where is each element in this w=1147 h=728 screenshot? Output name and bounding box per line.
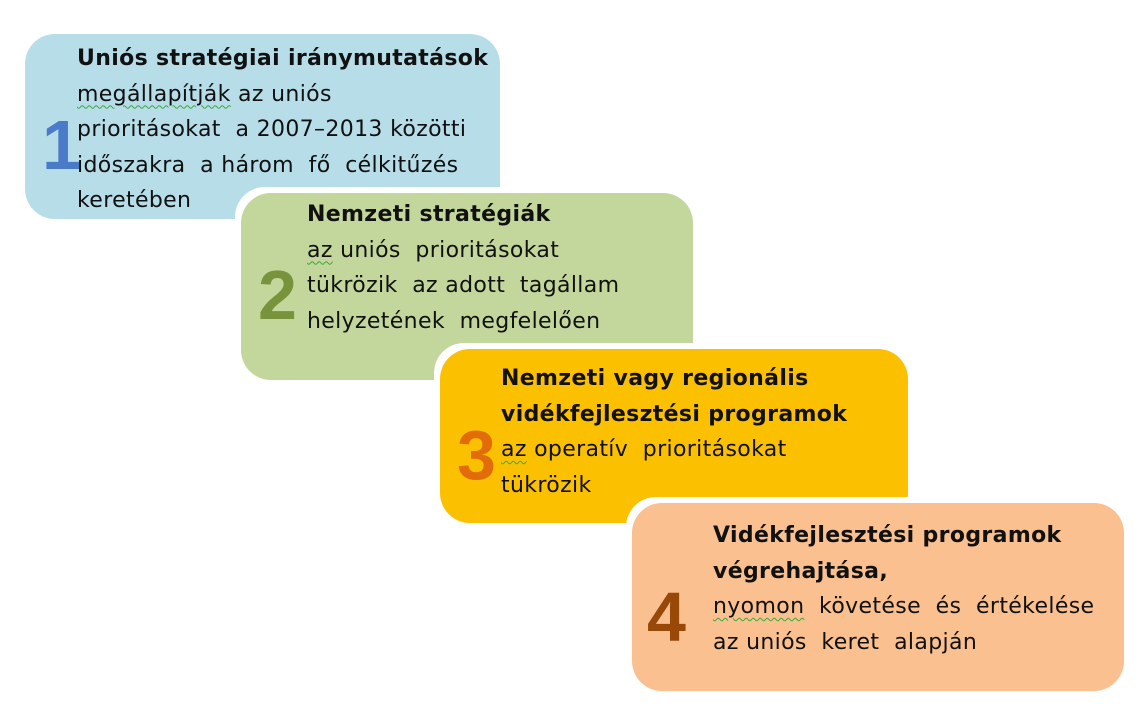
step-2-line: tükrözik az adott tagállam [307, 273, 620, 298]
step-4-line-text: követése és értékelése [804, 594, 1095, 619]
step-4-line: az uniós keret alapján [713, 629, 978, 655]
step-1-line: időszakra a három fő célkitűzés [77, 152, 459, 178]
step-3-line: tükrözik [501, 472, 592, 498]
step-4-text [713, 518, 1094, 660]
step-2-number: 2 [258, 256, 297, 334]
step-1-text [77, 41, 488, 219]
step-4-line [713, 589, 1094, 625]
step-3-line [501, 432, 847, 468]
step-3-title: Nemzeti vagy regionális [501, 366, 809, 391]
spell-check-word: nyomon [713, 594, 805, 619]
step-3-box [440, 349, 908, 523]
step-1-number: 1 [42, 106, 81, 184]
spell-check-word: megállapítják [77, 81, 231, 107]
step-1-line [77, 77, 488, 113]
step-4-number: 4 [647, 578, 686, 656]
step-1-line-text: az uniós [230, 81, 332, 107]
step-1-box [25, 34, 500, 219]
spell-check-word: az [307, 237, 333, 263]
diagram-title [0, 0, 1, 1]
step-3-line-text: operatív prioritásokat [526, 437, 787, 462]
step-1-title: Uniós stratégiai iránymutatások [77, 46, 489, 71]
step-4-title: végrehajtása, [713, 558, 889, 584]
step-1-line: prioritásokat a 2007–2013 közötti [77, 117, 467, 142]
step-2-line-text: uniós prioritásokat [332, 237, 560, 263]
step-4-box [632, 503, 1124, 691]
step-3-number: 3 [457, 416, 496, 494]
step-2-line: helyzetének megfelelően [307, 308, 601, 334]
step-2-text [307, 197, 619, 339]
step-4-title: Vidékfejlesztési programok [713, 523, 1062, 548]
step-1-line: keretében [77, 188, 192, 213]
step-3-title: vidékfejlesztési programok [501, 401, 848, 427]
step-3-text [501, 361, 847, 503]
spell-check-word: az [501, 437, 527, 462]
step-2-title: Nemzeti stratégiák [307, 202, 551, 227]
step-2-line [307, 233, 619, 269]
